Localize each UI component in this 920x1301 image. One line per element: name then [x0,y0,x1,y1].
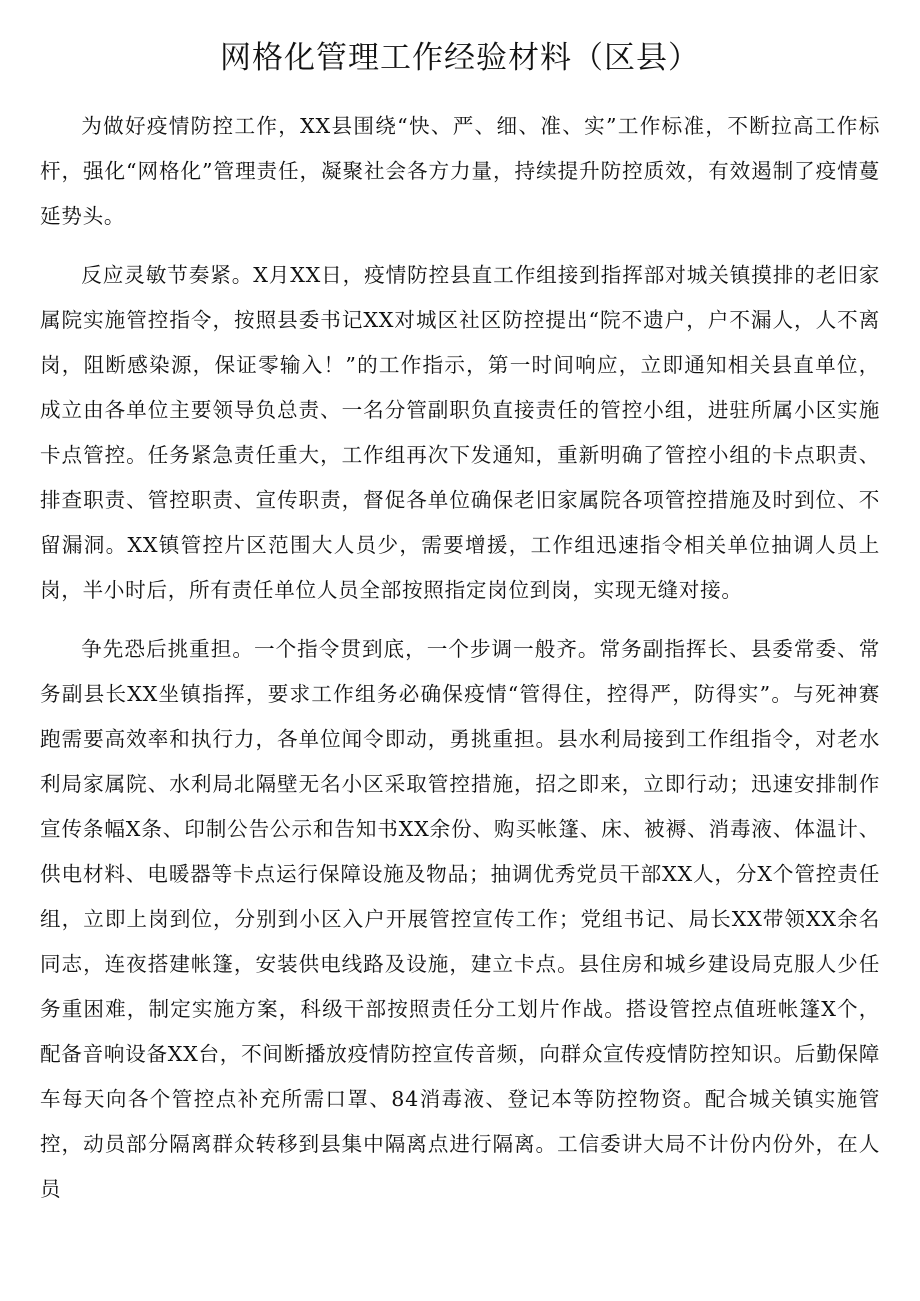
paragraph-take-responsibility: 争先恐后挑重担。一个指令贯到底，一个步调一般齐。常务副指挥长、县委常委、常务副县长XX坐镇指挥，要求工作组务必确保疫情“管得住，控得严，防得实”。与死神赛跑需要高效率和执行力，各单位闻令即动，勇挑重担。县水利局接到工作组指令，对老水利局家属院、水利局北隔壁无名小区采取管控措施，招之即来，立即行动；迅速安排制作宣传条幅X条、印制公告公示和告知书XX余份、购买帐篷、床、被褥、消毒液、体温计、供电材料、电暖器等卡点运行保障设施及物品；抽调优秀党员干部XX人，分X个管控责任组，立即上岗到位，分别到小区入户开展管控宣传工作；党组书记、局长XX带领XX余名同志，连夜搭建帐篷，安装供电线路及设施，建立卡点。县住房和城乡建设局克服人少任务重困难，制定实施方案，科级干部按照责任分工划片作战。搭设管控点值班帐篷X个，配备音响设备XX台，不间断播放疫情防控宣传音频，向群众宣传疫情防控知识。后勤保障车每天向各个管控点补充所需口罩、84消毒液、登记本等防控物资。配合城关镇实施管控，动员部分隔离群众转移到县集中隔离点进行隔离。工信委讲大局不计份内份外，在人员 [40,637,880,1201]
paragraph-intro: 为做好疫情防控工作，XX县围绕“快、严、细、准、实”工作标准，不断拉高工作标杆，强化“网格化”管理责任，凝聚社会各方力量，持续提升防控质效，有效遏制了疫情蔓延势头。 [40,114,880,228]
paragraph-rapid-response: 反应灵敏节奏紧。X月XX日，疫情防控县直工作组接到指挥部对城关镇摸排的老旧家属院实施管控指令，按照县委书记XX对城区社区防控提出“院不遗户，户不漏人，人不离岗，阻断感染源，保证零输入！”的工作指示，第一时间响应，立即通知相关县直单位，成立由各单位主要领导负总责、一名分管副职负直接责任的管控小组，进驻所属小区实施卡点管控。任务紧急责任重大，工作组再次下发通知，重新明确了管控小组的卡点职责、排查职责、管控职责、宣传职责，督促各单位确保老旧家属院各项管控措施及时到位、不留漏洞。XX镇管控片区范围大人员少，需要增援，工作组迅速指令相关单位抽调人员上岗，半小时后，所有责任单位人员全部按照指定岗位到岗，实现无缝对接。 [40,263,880,602]
document-title: 网格化管理工作经验材料（区县） [220,40,700,76]
